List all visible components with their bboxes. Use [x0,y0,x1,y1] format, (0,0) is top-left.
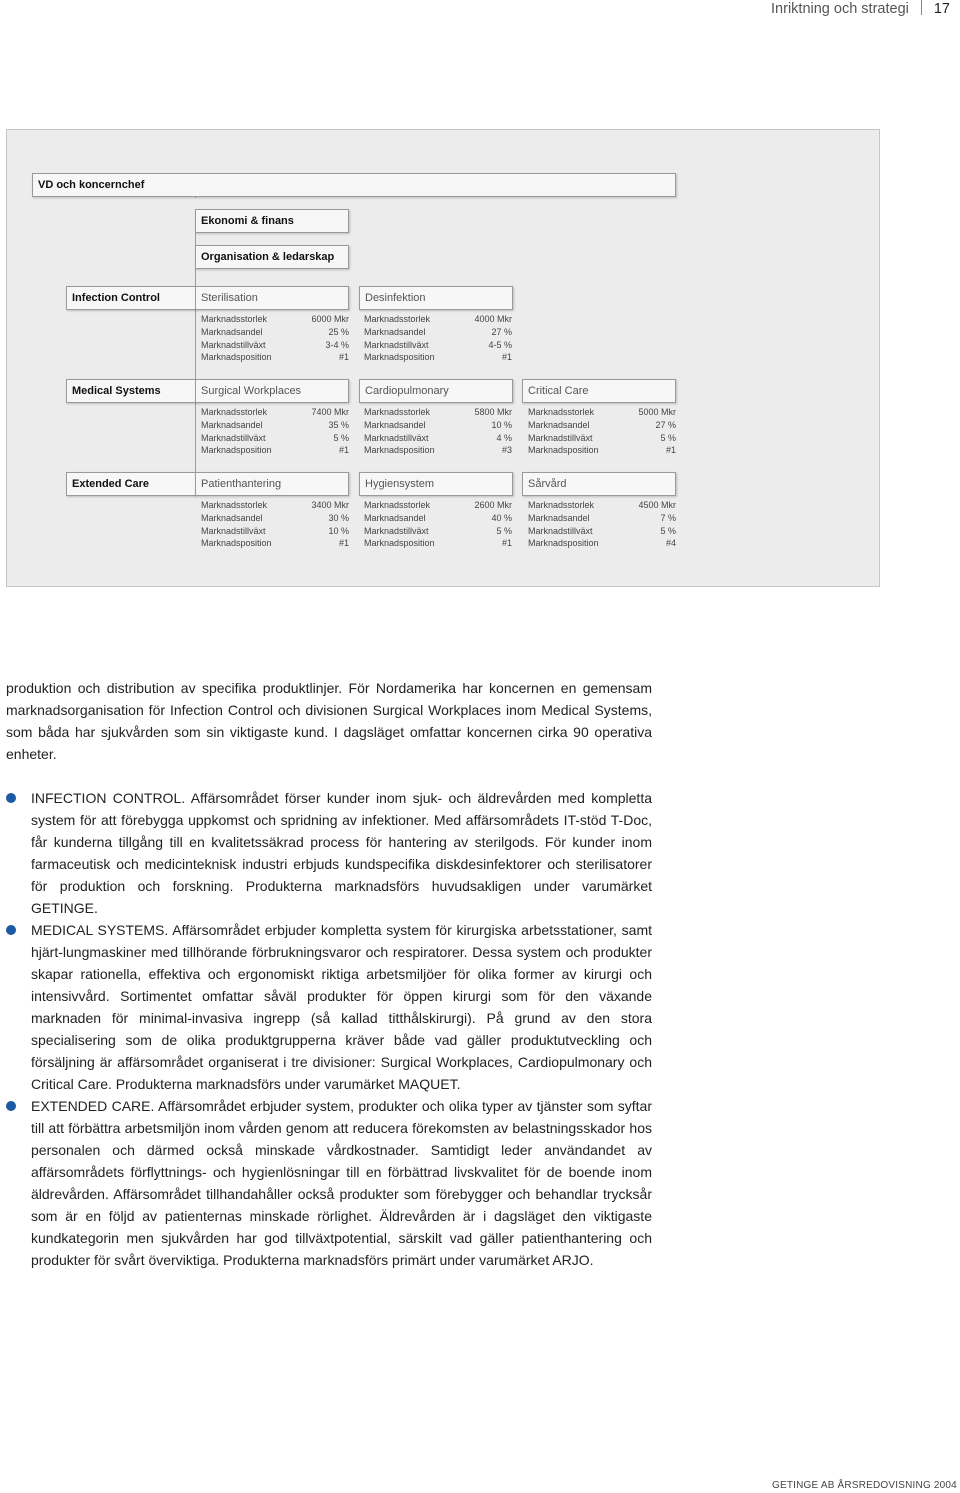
division-sarvard: Sårvård [522,472,676,496]
ceo-box: VD och koncernchef [32,173,676,197]
stats-sterilisation: Marknadsstorlek 6000 Mkr Marknadsandel 25 % Marknadstillväxt 3-4 % Marknadsposition #1 [201,314,349,363]
division-surgical-workplaces: Surgical Workplaces [195,379,349,403]
finance-box: Ekonomi & finans [195,209,349,233]
division-hygiensystem: Hygiensystem [359,472,513,496]
header-divider [921,0,922,15]
stats-critical-care: Marknadsstorlek 5000 Mkr Marknadsandel 27 % Marknadstillväxt 5 % Marknadsposition #1 [528,407,676,456]
bullet-text: Affärsområdet erbjuder kompletta system för kirurgiska arbetsstationer, samt hjärt-lungmaskiner med tillhörande förbrukningsvaror och respiratorer. Dessa system och produkter skapar rationella, effektiva och ergonomiskt riktiga arbetsmiljöer för olika former av kirurgi och intensivvård. Sortimentet omfattar såväl produkter för öppen kirurgi som för den växande marknaden för minimal-invasiva ingrepp (så kallad titthålskirurgi). På grund av den stora specialisering som de olika produktgrupperna kräver både vad gäller produktutveckling och försäljning är affärsområdet organiserat i tre divisioner: Surgical Workplaces, Cardiopulmonary och Critical Care. Produkterna marknadsförs under varumärket MAQUET. [31,922,652,1092]
bullet-title: EXTENDED CARE. [31,1098,155,1114]
area-extended-care: Extended Care [66,472,196,496]
section-title: Inriktning och strategi [771,1,909,17]
area-infection-control: Infection Control [66,286,196,310]
bullet-dot [6,925,16,935]
org-chart [6,129,880,587]
footer: GETINGE AB ÅRSREDOVISNING 2004 [772,1480,957,1491]
bullet-text: Affärsområdet erbjuder system, produkter och olika typer av tjänster som syftar till att förbättra arbetsmiljön inom vården genom att reducera förekomsten av belastningsskador hos personalen och därmed också minskade vårdkostnader. Samtidigt leder användandet av affärsområdets förflyttnings- och hygienlösningar till en förbättrad livskvalitet för de boende inom äldrevården. Affärsområdet tillhandahåller också produkter som förebygger och behandlar trycksår som är en följd av patienternas minskade rörlighet. Äldrevården är i dagsläget den viktigaste kundkategorin men sjukvården har god tillväxtpotential, särskilt vad gäller patienthantering och produkter för svårt överviktiga. Produkterna marknadsförs primärt under varumärket ARJO. [31,1098,652,1268]
stats-surgical-workplaces: Marknadsstorlek 7400 Mkr Marknadsandel 35 % Marknadstillväxt 5 % Marknadsposition #1 [201,407,349,456]
organisation-box: Organisation & ledarskap [195,245,349,269]
division-patienthantering: Patienthantering [195,472,349,496]
bullet-title: MEDICAL SYSTEMS. [31,922,169,938]
bullet-infection-control [6,787,652,919]
bullet-text: Affärsområdet förser kunder inom sjuk- och äldrevården med kompletta system för att förebygga uppkomst och spridning av infektioner. Med affärsområdets IT-stöd T-Doc, får kunderna tillgång till en kvalitetssäkrad process för hantering av sterilgods. För kunder inom farmaceutisk och medicinteknisk industri erbjuds kundspecifika diskdesinfektorer och sterilisatorer för produktion och forskning. Produkterna marknadsförs huvudsakligen under varumärket GETINGE. [31,790,653,916]
division-critical-care: Critical Care [522,379,676,403]
stats-cardiopulmonary: Marknadsstorlek 5800 Mkr Marknadsandel 10 % Marknadstillväxt 4 % Marknadsposition #3 [364,407,512,456]
bullet-extended-care [6,1095,652,1271]
bullet-dot [6,793,16,803]
division-desinfektion: Desinfektion [359,286,513,310]
division-sterilisation: Sterilisation [195,286,349,310]
stats-hygiensystem: Marknadsstorlek 2600 Mkr Marknadsandel 40 % Marknadstillväxt 5 % Marknadsposition #1 [364,500,512,549]
stats-desinfektion: Marknadsstorlek 4000 Mkr Marknadsandel 27 % Marknadstillväxt 4-5 % Marknadsposition #1 [364,314,512,363]
stats-patienthantering: Marknadsstorlek 3400 Mkr Marknadsandel 30 % Marknadstillväxt 10 % Marknadsposition #1 [201,500,349,549]
bullet-title: INFECTION CONTROL. [31,790,186,806]
running-header [771,0,950,16]
bullet-dot [6,1101,16,1111]
stats-sarvard: Marknadsstorlek 4500 Mkr Marknadsandel 7 % Marknadstillväxt 5 % Marknadsposition #4 [528,500,676,549]
intro-paragraph: produktion och distribution av specifika produktlinjer. För Nordamerika har koncernen en gemensam marknadsorganisation för Infection Control och divisionen Surgical Workplaces inom Medical Systems, som båda har sjukvården som sin viktigaste kund. I dagsläget omfattar koncernen cirka 90 operativa enheter. [6,680,652,762]
page-number: 17 [933,1,950,17]
body-text [6,677,652,1271]
bullet-medical-systems [6,919,652,1095]
division-cardiopulmonary: Cardiopulmonary [359,379,513,403]
area-medical-systems: Medical Systems [66,379,196,403]
